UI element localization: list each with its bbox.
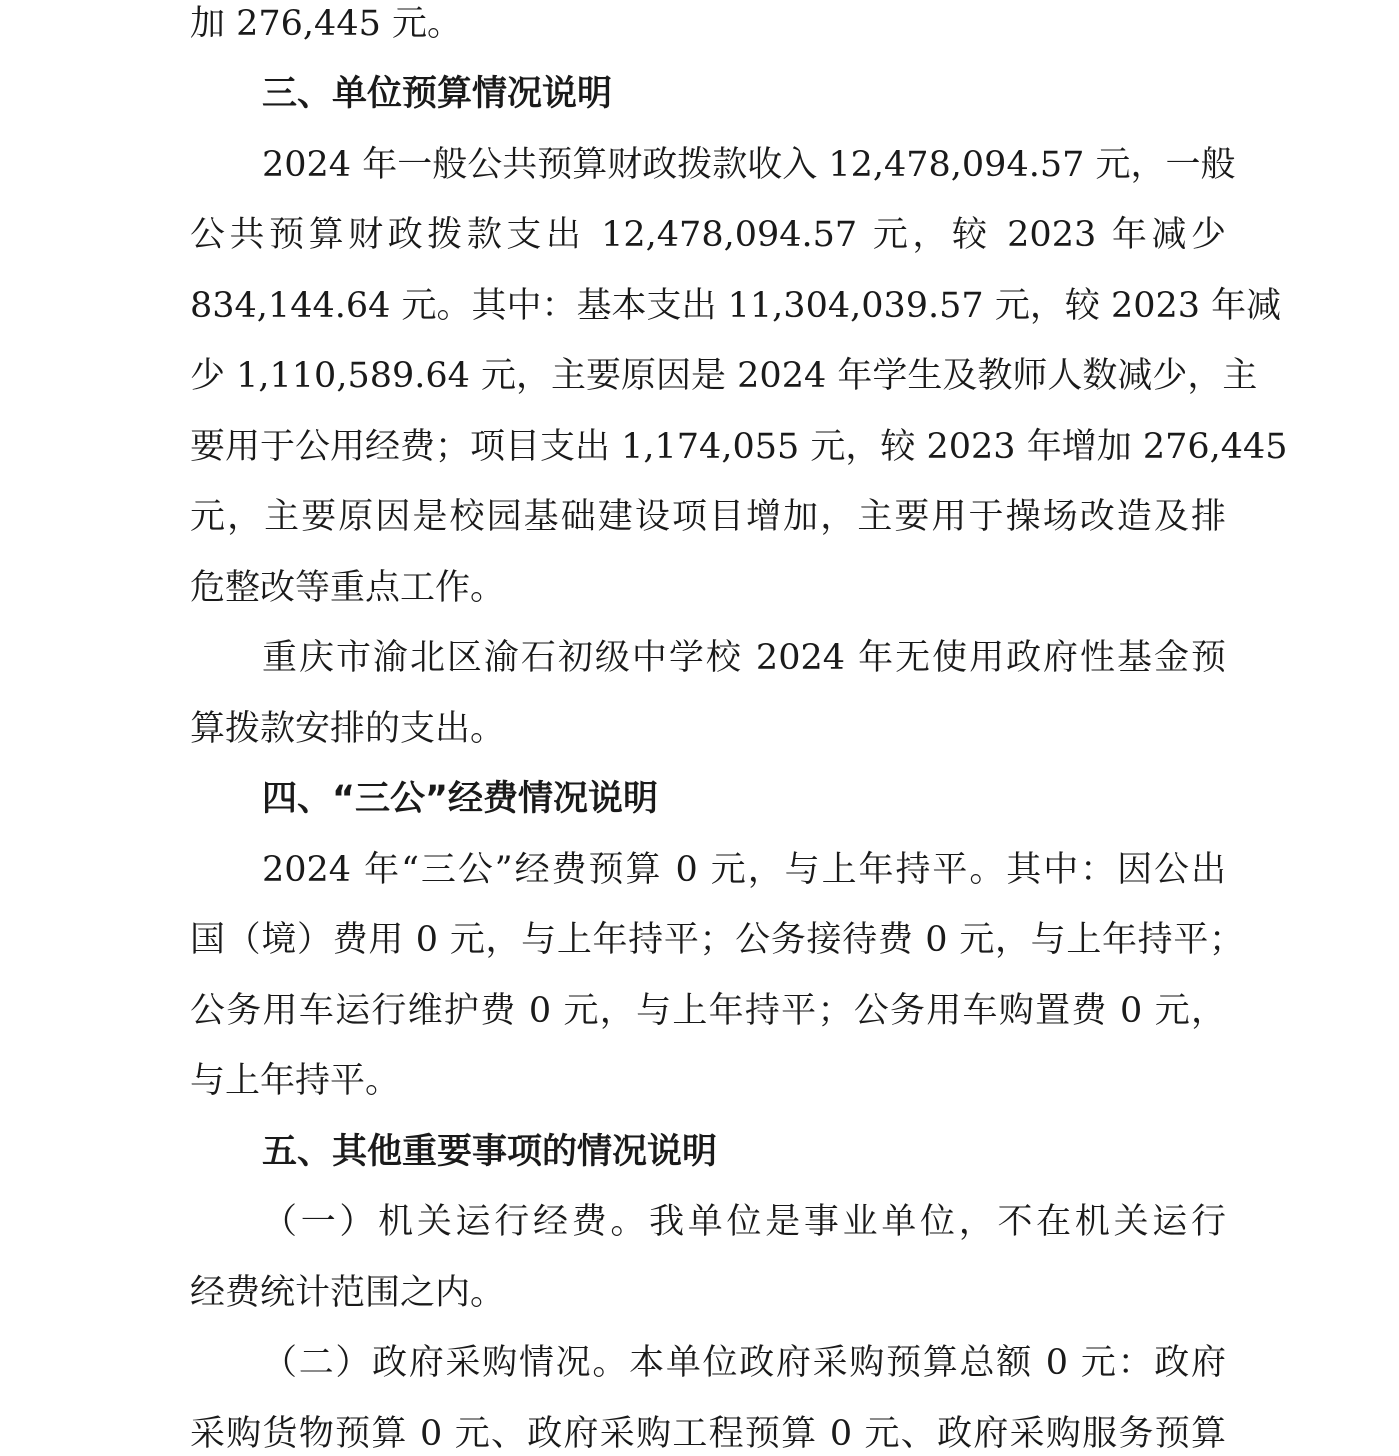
text-line: 与上年持平。: [190, 1061, 401, 1101]
text-line: 重庆市渝北区渝石初级中学校 2024 年无使用政府性基金预: [262, 638, 1226, 678]
text-line: 少 1,110,589.64 元，主要原因是 2024 年学生及教师人数减少，主: [190, 356, 1258, 396]
section-heading-3: 三、单位预算情况说明: [262, 74, 613, 114]
text-line: 2024 年“三公”经费预算 0 元，与上年持平。其中：因公出: [262, 850, 1226, 890]
text-line: （二）政府采购情况。本单位政府采购预算总额 0 元：政府: [262, 1343, 1226, 1383]
text-line: （一）机关运行经费。我单位是事业单位，不在机关运行: [262, 1202, 1226, 1242]
section-heading-4: 四、“三公”经费情况说明: [262, 779, 659, 819]
text-line: 834,144.64 元。其中：基本支出 11,304,039.57 元，较 2023 年减: [190, 286, 1282, 326]
section-heading-5: 五、其他重要事项的情况说明: [262, 1132, 718, 1172]
text-line: 公务用车运行维护费 0 元，与上年持平；公务用车购置费 0 元，: [190, 991, 1226, 1031]
text-line: 国（境）费用 0 元，与上年持平；公务接待费 0 元，与上年持平；: [190, 920, 1244, 960]
text-line: 2024 年一般公共预算财政拨款收入 12,478,094.57 元，一般: [262, 145, 1236, 185]
text-line: 公共预算财政拨款支出 12,478,094.57 元，较 2023 年减少: [190, 215, 1226, 255]
text-line: 采购货物预算 0 元、政府采购工程预算 0 元、政府采购服务预算: [190, 1414, 1226, 1454]
text-line: 经费统计范围之内。: [190, 1273, 506, 1313]
text-line: 要用于公用经费；项目支出 1,174,055 元，较 2023 年增加 276,445: [190, 427, 1288, 467]
text-line: 算拨款安排的支出。: [190, 709, 506, 749]
text-line: 危整改等重点工作。: [190, 568, 506, 608]
text-line: 加 276,445 元。: [190, 4, 462, 44]
text-line: 元，主要原因是校园基础建设项目增加，主要用于操场改造及排: [190, 497, 1226, 537]
